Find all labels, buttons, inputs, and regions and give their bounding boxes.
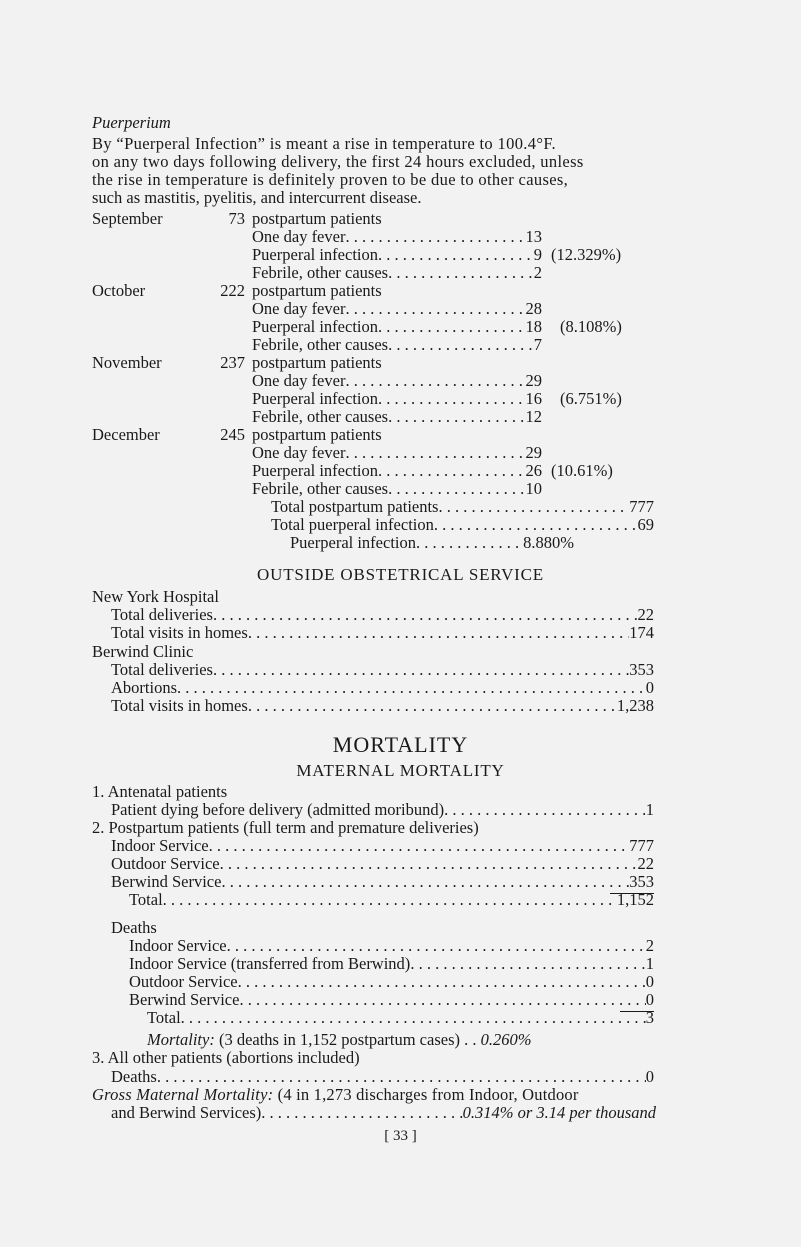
deaths-heading: Deaths <box>111 918 157 937</box>
leader-dots <box>248 697 617 715</box>
stat-label: Patient dying before delivery (admitted moribund) <box>111 800 445 819</box>
stat-value: 22 <box>637 605 654 624</box>
month-heading: postpartum patients <box>252 425 382 444</box>
leader-dots <box>227 937 646 955</box>
stat-label: Total visits in homes <box>111 696 248 715</box>
gross-mortality-tail <box>463 1104 656 1122</box>
stat-label: Indoor Service (transferred from Berwind) <box>129 954 411 973</box>
stat-percent: (8.108%) <box>560 317 622 336</box>
stat-value: 29 <box>525 371 542 390</box>
stat-label: Puerperal infection <box>252 317 378 336</box>
stat-value: 10 <box>525 479 542 498</box>
stat-value: 1 <box>645 954 654 973</box>
leader-dots <box>213 606 638 624</box>
stat-label: Febrile, other causes <box>252 407 389 426</box>
total-value: 777 <box>629 497 654 516</box>
stat-row <box>111 855 654 873</box>
stat-label: Deaths <box>111 1067 157 1086</box>
month-name: September <box>92 209 163 228</box>
stat-value: 777 <box>629 836 654 855</box>
month-heading: postpartum patients <box>252 281 382 300</box>
leader-dots <box>388 336 534 354</box>
month-name: December <box>92 425 160 444</box>
month-heading: postpartum patients <box>252 209 382 228</box>
mortality-note <box>147 1031 531 1049</box>
total-row <box>271 498 654 516</box>
total-label: Total <box>147 1008 181 1027</box>
leader-dots <box>378 318 526 336</box>
total-label: Total <box>129 890 163 909</box>
stat-value: 0 <box>645 972 654 991</box>
stat-value: 16 <box>525 389 542 408</box>
group-name: Berwind Clinic <box>92 642 194 661</box>
total-value: 1,152 <box>616 890 654 909</box>
group-name: New York Hospital <box>92 587 219 606</box>
stat-row <box>111 661 654 679</box>
stat-row <box>111 801 654 819</box>
stat-value: 174 <box>629 623 654 642</box>
stat-value: 1 <box>645 800 654 819</box>
stat-row <box>111 624 654 642</box>
stat-value: 18 <box>525 317 542 336</box>
stat-value: 7 <box>533 335 542 354</box>
leader-dots <box>261 1104 462 1122</box>
gross-mortality-or: or <box>517 1103 533 1122</box>
stat-row <box>111 697 654 715</box>
leader-dots <box>388 408 525 426</box>
month-heading: postpartum patients <box>252 353 382 372</box>
stat-row <box>252 444 542 462</box>
gross-mortality-text: (4 in 1,273 discharges from Indoor, Outdoor <box>277 1085 579 1104</box>
stat-row <box>252 408 542 426</box>
leader-dots <box>239 991 645 1009</box>
leader-dots <box>416 534 523 552</box>
stat-value: 0 <box>645 678 654 697</box>
intro-line: By “Puerperal Infection” is meant a rise in temperature to 100.4°F. <box>92 134 557 153</box>
month-count: 245 <box>220 425 245 444</box>
stat-label: Total deliveries <box>111 660 213 679</box>
stat-value: 13 <box>525 227 542 246</box>
stat-row <box>252 462 542 480</box>
leader-dots <box>163 891 617 909</box>
total-label: Total puerperal infection <box>271 515 434 534</box>
stat-label: One day fever <box>252 371 346 390</box>
total-value: 8.880% <box>523 533 574 552</box>
stat-label: One day fever <box>252 299 346 318</box>
gross-mortality-value: 0.314% <box>462 1103 514 1122</box>
leader-dots <box>220 855 638 873</box>
stat-row <box>252 480 542 498</box>
stat-value: 9 <box>533 245 542 264</box>
stat-percent: (10.61%) <box>551 461 613 480</box>
total-row <box>290 534 574 552</box>
leader-dots <box>378 246 534 264</box>
stat-label: Total deliveries <box>111 605 213 624</box>
leader-dots <box>438 498 629 516</box>
outside-service-heading: OUTSIDE OBSTETRICAL SERVICE <box>257 565 544 584</box>
intro-line: on any two days following delivery, the first 24 hours excluded, unless <box>92 152 584 171</box>
stat-row <box>111 1068 654 1086</box>
stat-row <box>252 372 542 390</box>
stat-label: Puerperal infection <box>252 245 378 264</box>
gross-mortality-line <box>92 1086 579 1104</box>
item-heading: 1. Antenatal patients <box>92 782 228 801</box>
stat-row <box>252 228 542 246</box>
stat-label: One day fever <box>252 227 346 246</box>
stat-label: Febrile, other causes <box>252 263 389 282</box>
stat-label: Outdoor Service <box>111 854 220 873</box>
total-value: 3 <box>645 1008 654 1027</box>
leader-dots <box>157 1068 646 1086</box>
month-count: 237 <box>220 353 245 372</box>
stat-row <box>129 991 654 1009</box>
total-row <box>271 516 654 534</box>
stat-label: Febrile, other causes <box>252 479 389 498</box>
stat-value: 353 <box>629 872 654 891</box>
stat-value: 353 <box>629 660 654 679</box>
leader-dots <box>434 516 638 534</box>
leader-dots <box>345 300 525 318</box>
leader-dots <box>248 624 629 642</box>
stat-percent: (6.751%) <box>560 389 622 408</box>
stat-row <box>252 264 542 282</box>
stat-row <box>129 937 654 955</box>
stat-value: 0 <box>645 990 654 1009</box>
stat-value: 28 <box>525 299 542 318</box>
month-name: November <box>92 353 162 372</box>
leader-dots <box>181 1009 646 1027</box>
item-heading: 2. Postpartum patients (full term and premature deliveries) <box>92 818 479 837</box>
leader-dots <box>410 955 645 973</box>
leader-dots <box>388 480 525 498</box>
month-name: October <box>92 281 146 300</box>
stat-label: Outdoor Service <box>129 972 238 991</box>
stat-label: Indoor Service <box>111 836 209 855</box>
stat-label: Abortions <box>111 678 177 697</box>
stat-label: One day fever <box>252 443 346 462</box>
stat-row <box>129 955 654 973</box>
stat-row <box>252 390 542 408</box>
stat-value: 0 <box>645 1067 654 1086</box>
stat-label: Puerperal infection <box>252 389 378 408</box>
total-label: Total postpartum patients <box>271 497 439 516</box>
stat-row <box>252 318 542 336</box>
month-count: 73 <box>228 209 245 228</box>
mortality-note-label: Mortality: <box>147 1030 215 1049</box>
stat-value: 26 <box>525 461 542 480</box>
stat-label: Berwind Service <box>111 872 222 891</box>
mortality-note-value: 0.260% <box>480 1030 532 1049</box>
intro-line: such as mastitis, pyelitis, and intercurrent disease. <box>92 188 422 207</box>
total-value: 69 <box>637 515 654 534</box>
stat-value: 12 <box>525 407 542 426</box>
mortality-title: MORTALITY <box>332 732 469 757</box>
gross-mortality-label: Gross Maternal Mortality: <box>92 1085 274 1104</box>
leader-dots <box>378 462 526 480</box>
gross-mortality-per: per thousand <box>569 1103 656 1122</box>
leader-dots <box>345 372 525 390</box>
stat-label: Berwind Service <box>129 990 240 1009</box>
total-row <box>147 1009 654 1027</box>
intro-line: the rise in temperature is definitely proven to be due to other causes, <box>92 170 569 189</box>
leader-dots <box>238 973 646 991</box>
leader-dots <box>221 873 629 891</box>
page-number: [ 33 ] <box>384 1128 417 1144</box>
leader-dots <box>345 444 525 462</box>
stat-row <box>111 873 654 891</box>
month-count: 222 <box>220 281 245 300</box>
total-label: Puerperal infection <box>290 533 416 552</box>
stat-value: 2 <box>645 936 654 955</box>
leader-dots <box>345 228 525 246</box>
leader-dots <box>177 679 646 697</box>
section-heading: Puerperium <box>92 113 171 132</box>
stat-value: 29 <box>525 443 542 462</box>
stat-label: Febrile, other causes <box>252 335 389 354</box>
leader-dots <box>213 661 629 679</box>
stat-percent: (12.329%) <box>551 245 622 264</box>
leader-dots <box>209 837 630 855</box>
stat-value: 22 <box>637 854 654 873</box>
stat-row <box>111 679 654 697</box>
mortality-note-text: (3 deaths in 1,152 postpartum cases) . . <box>218 1030 477 1049</box>
stat-row <box>111 606 654 624</box>
stat-value: 2 <box>533 263 542 282</box>
gross-mortality-line <box>111 1104 656 1122</box>
stat-row <box>252 246 542 264</box>
gross-mortality-text: and Berwind Services) <box>111 1103 262 1122</box>
stat-row <box>252 336 542 354</box>
leader-dots <box>444 801 646 819</box>
stat-label: Total visits in homes <box>111 623 248 642</box>
gross-mortality-alt: 3.14 <box>536 1103 566 1122</box>
stat-value: 1,238 <box>616 696 654 715</box>
total-row <box>129 891 654 909</box>
stat-label: Puerperal infection <box>252 461 378 480</box>
item-heading: 3. All other patients (abortions included) <box>92 1048 360 1067</box>
stat-row <box>252 300 542 318</box>
leader-dots <box>378 390 526 408</box>
leader-dots <box>388 264 534 282</box>
stat-label: Indoor Service <box>129 936 227 955</box>
stat-row <box>129 973 654 991</box>
stat-row <box>111 837 654 855</box>
maternal-mortality-subtitle: MATERNAL MORTALITY <box>296 761 505 780</box>
